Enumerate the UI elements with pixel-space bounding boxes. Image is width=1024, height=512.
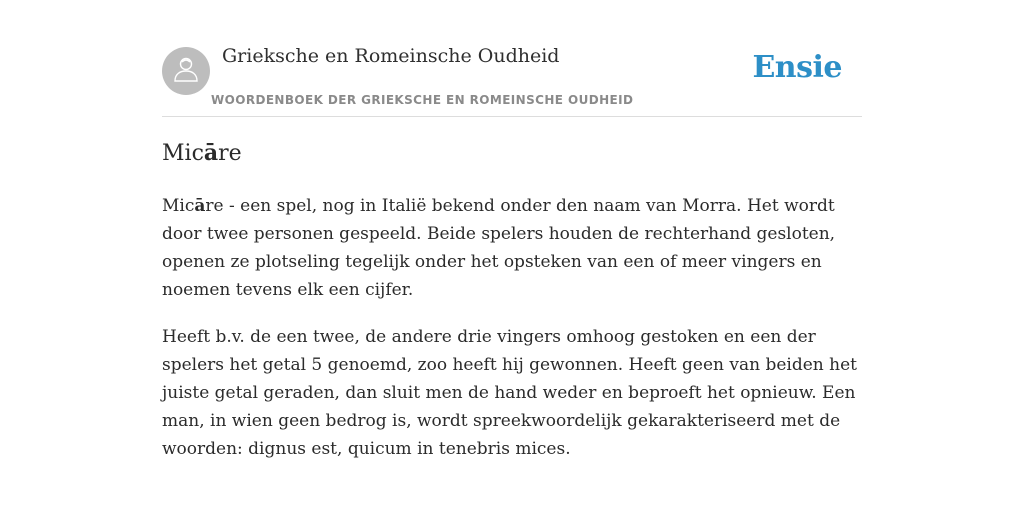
source-subtitle: WOORDENBOEK DER GRIEKSCHE EN ROMEINSCHE OUDHEID bbox=[211, 93, 634, 107]
brand-logo[interactable]: Ensie bbox=[752, 50, 842, 85]
paragraph-2: Heeft b.v. de een twee, de andere drie vingers omhoog gestoken en een der spelers het getal 5 genoemd, zoo heeft hij gewonnen. Heeft geen van beiden het juiste getal geraden, dan sluit men de hand weder en beproeft het opnieuw. Een man, in wien geen bedrog is, wordt spreekwoordelijk gekarakteriseerd met de woorden: dignus est, quicum in tenebris mices. bbox=[162, 327, 857, 459]
paragraph-1-post: re - een spel, nog in Italië bekend onder den naam van Morra. Het wordt door twee personen gespeeld. Beide spelers houden de rechterhand gesloten, openen ze plotseling tegelijk onder het opsteken van een of meer vingers en noemen tevens elk een cijfer. bbox=[162, 196, 836, 300]
header bbox=[162, 0, 862, 117]
entry-content bbox=[162, 192, 862, 482]
avatar[interactable] bbox=[162, 47, 210, 95]
user-icon bbox=[171, 54, 201, 88]
entry-title bbox=[162, 140, 242, 166]
paragraph-1-stress: ā bbox=[194, 196, 206, 216]
entry-title-pre: Mic bbox=[162, 141, 204, 166]
source-title[interactable]: Grieksche en Romeinsche Oudheid bbox=[222, 45, 560, 67]
entry-title-stress: ā bbox=[203, 140, 219, 166]
entry-title-post: re bbox=[218, 141, 242, 166]
page bbox=[162, 0, 862, 459]
paragraph-1 bbox=[162, 192, 862, 304]
paragraph-1-pre: Mic bbox=[162, 196, 195, 216]
